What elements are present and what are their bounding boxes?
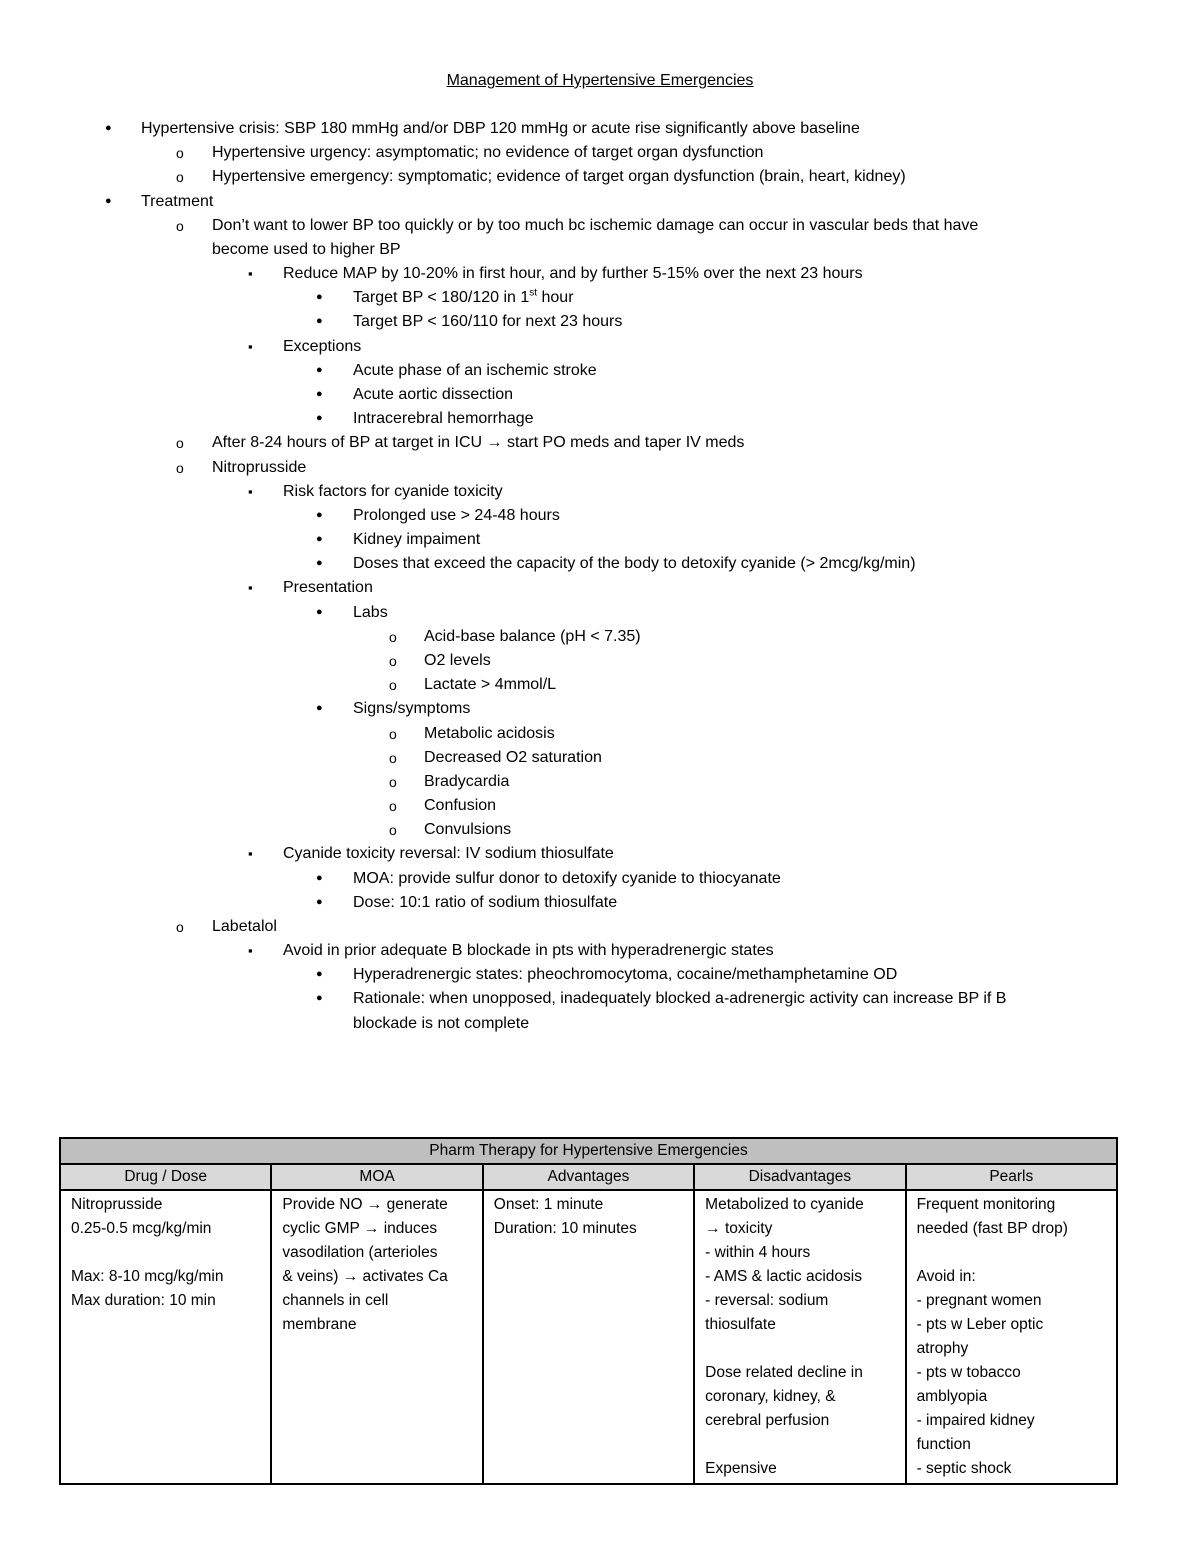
outline-item-text: MOA: provide sulfur donor to detoxify cyanide to thiocyanate — [353, 869, 781, 887]
pharm-therapy-table — [59, 1137, 1118, 1485]
bullet-circle-icon — [176, 917, 184, 938]
bullet-square-icon — [248, 578, 253, 598]
outline-item-text: Presentation — [283, 579, 373, 597]
outline-item-text: Labetalol — [212, 917, 277, 935]
outline-item-text: After 8-24 hours of BP at target in ICU → start PO meds and taper IV meds — [212, 434, 745, 452]
bullet-circle-icon — [389, 796, 397, 817]
outline-item-text: Hyperadrenergic states: pheochromocytoma, cocaine/methamphetamine OD — [353, 966, 898, 984]
outline-item — [0, 288, 1200, 312]
outline-item-text: Signs/symptoms — [353, 700, 471, 718]
outline-item — [0, 119, 1200, 143]
outline-item-text: Hypertensive crisis: SBP 180 mmHg and/or DBP 120 mmHg or acute rise significantly above baseline — [141, 120, 860, 137]
outline-item-text: Avoid in prior adequate Β blockade in pts with hyperadrenergic states — [283, 942, 774, 960]
outline-item — [0, 240, 1200, 264]
bullet-square-icon — [248, 337, 253, 357]
outline-item — [0, 167, 1200, 191]
outline-item — [0, 192, 1200, 216]
outline-item-text: Metabolic acidosis — [424, 724, 555, 742]
bullet-square-icon — [248, 482, 253, 502]
bullet-square-icon — [248, 844, 253, 864]
outline-item — [0, 724, 1200, 748]
outline-item-text: Don’t want to lower BP too quickly or by too much bc ischemic damage can occur in vascular beds that have — [212, 216, 979, 234]
bullet-dot-icon — [316, 506, 323, 527]
bullet-dot-icon — [316, 361, 323, 382]
bullet-dot-icon — [316, 530, 323, 551]
outline-item — [0, 1014, 1200, 1038]
outline-item — [0, 361, 1200, 385]
cell-moa: Provide NO → generate cyclic GMP → induces vasodilation (arterioles & veins) → activates Ca channels in cell membrane — [271, 1190, 482, 1484]
bullet-circle-icon — [389, 820, 397, 841]
bullet-dot-icon — [105, 119, 112, 140]
outline-item — [0, 385, 1200, 409]
outline-item — [0, 796, 1200, 820]
bullet-dot-icon — [316, 409, 323, 430]
outline-item-text: Doses that exceed the capacity of the body to detoxify cyanide (> 2mcg/kg/min) — [353, 555, 916, 573]
cell-disadvantages: Metabolized to cyanide → toxicity - within 4 hours - AMS & lactic acidosis - reversal: sodium thiosulfate Dose related decline in coronary, kidney, & cerebral perfusion Expensive — [694, 1190, 905, 1484]
cell-drug-dose: Nitroprusside 0.25-0.5 mcg/kg/min Max: 8-10 mcg/kg/min Max duration: 10 min — [60, 1190, 271, 1484]
outline-item — [0, 264, 1200, 288]
outline-item-text: Acid-base balance (pH < 7.35) — [424, 627, 641, 645]
bullet-circle-icon — [176, 167, 184, 188]
outline-item-text: Dose: 10:1 ratio of sodium thiosulfate — [353, 893, 618, 911]
bullet-dot-icon — [316, 989, 323, 1010]
outline-item-text: Acute phase of an ischemic stroke — [353, 361, 597, 379]
bullet-circle-icon — [176, 433, 184, 454]
superscript: st — [529, 287, 538, 299]
column-header-advantages: Advantages — [483, 1164, 694, 1190]
bullet-circle-icon — [176, 458, 184, 479]
table-caption: Pharm Therapy for Hypertensive Emergencies — [60, 1138, 1117, 1164]
outline-item — [0, 409, 1200, 433]
outline-item — [0, 869, 1200, 893]
outline-item — [0, 893, 1200, 917]
bullet-dot-icon — [316, 965, 323, 986]
bullet-square-icon — [248, 941, 253, 961]
cell-advantages: Onset: 1 minute Duration: 10 minutes — [483, 1190, 694, 1484]
outline-item-text: O2 levels — [424, 651, 491, 669]
outline-item — [0, 820, 1200, 844]
outline-item — [0, 699, 1200, 723]
outline-item — [0, 917, 1200, 941]
outline-item — [0, 844, 1200, 868]
outline-item — [0, 312, 1200, 336]
outline-item — [0, 675, 1200, 699]
column-header-disadvantages: Disadvantages — [694, 1164, 905, 1190]
bullet-circle-icon — [389, 651, 397, 672]
outline-item — [0, 337, 1200, 361]
outline-item — [0, 941, 1200, 965]
bullet-dot-icon — [316, 699, 323, 720]
outline-item — [0, 603, 1200, 627]
table-row — [60, 1190, 1117, 1484]
page-title: Management of Hypertensive Emergencies — [446, 72, 754, 89]
outline-item-text: Risk factors for cyanide toxicity — [283, 482, 503, 500]
bullet-circle-icon — [389, 627, 397, 648]
bullet-dot-icon — [316, 893, 323, 914]
bullet-dot-icon — [316, 385, 323, 406]
outline-item — [0, 143, 1200, 167]
bullet-square-icon — [248, 264, 253, 284]
outline-item-text: Reduce MAP by 10-20% in first hour, and by further 5-15% over the next 23 hours — [283, 265, 863, 283]
outline-item — [0, 989, 1200, 1013]
column-header-moa: MOA — [271, 1164, 482, 1190]
outline-item — [0, 554, 1200, 578]
bullet-circle-icon — [389, 748, 397, 769]
outline-item-text: Hypertensive emergency: symptomatic; evidence of target organ dysfunction (brain, heart, kidney) — [212, 168, 906, 186]
column-header-drug-dose: Drug / Dose — [60, 1164, 271, 1190]
outline-item-text: Acute aortic dissection — [353, 385, 514, 403]
outline-item-text: Kidney impaiment — [353, 531, 481, 549]
outline-item-text: Labs — [353, 603, 388, 621]
outline-item — [0, 627, 1200, 651]
outline-item-text: become used to higher BP — [212, 240, 401, 258]
outline-item — [0, 433, 1200, 457]
outline-item-text: Decreased O2 saturation — [424, 748, 602, 766]
outline-item — [0, 482, 1200, 506]
outline-item — [0, 530, 1200, 554]
outline-item-text: blockade is not complete — [353, 1014, 530, 1032]
outline-item — [0, 748, 1200, 772]
bullet-circle-icon — [176, 143, 184, 164]
bullet-dot-icon — [316, 312, 323, 333]
bullet-circle-icon — [389, 675, 397, 696]
bullet-dot-icon — [316, 603, 323, 624]
outline-item — [0, 216, 1200, 240]
outline-item — [0, 458, 1200, 482]
bullet-dot-icon — [316, 288, 323, 309]
outline-item-text-after: hour — [537, 289, 574, 307]
outline-item-text: Target BP < 180/120 in 1 — [353, 289, 530, 307]
bullet-dot-icon — [105, 192, 112, 213]
outline-item-text: Intracerebral hemorrhage — [353, 410, 534, 428]
outline-item-text: Nitroprusside — [212, 458, 307, 476]
outline-item-text: Target BP < 160/110 for next 23 hours — [353, 313, 623, 331]
outline-item-text: Exceptions — [283, 337, 362, 355]
bullet-circle-icon — [389, 724, 397, 745]
outline-item — [0, 578, 1200, 602]
bullet-circle-icon — [176, 216, 184, 237]
cell-pearls: Frequent monitoring needed (fast BP drop) Avoid in: - pregnant women - pts w Leber optic atrophy - pts w tobacco amblyopia - impaired kidney function - septic shock — [906, 1190, 1117, 1484]
bullet-circle-icon — [389, 772, 397, 793]
outline-item-text: Treatment — [141, 192, 214, 210]
outline-item — [0, 772, 1200, 796]
column-header-pearls: Pearls — [906, 1164, 1117, 1190]
outline-item-text: Bradycardia — [424, 772, 510, 790]
outline-item-text: Rationale: when unopposed, inadequately blocked a-adrenergic activity can increase BP if Β — [353, 990, 1007, 1008]
outline-item-text: Prolonged use > 24-48 hours — [353, 506, 560, 524]
bullet-dot-icon — [316, 554, 323, 575]
outline-item-text: Convulsions — [424, 821, 512, 839]
outline-item-text: Confusion — [424, 797, 497, 815]
outline-item — [0, 965, 1200, 989]
outline-item-text: Lactate > 4mmol/L — [424, 676, 557, 694]
bullet-dot-icon — [316, 869, 323, 890]
outline-item — [0, 651, 1200, 675]
outline-item — [0, 506, 1200, 530]
outline-item-text: Cyanide toxicity reversal: IV sodium thiosulfate — [283, 845, 614, 863]
table-header-row — [60, 1164, 1117, 1190]
outline-item-text: Hypertensive urgency: asymptomatic; no evidence of target organ dysfunction — [212, 144, 764, 162]
